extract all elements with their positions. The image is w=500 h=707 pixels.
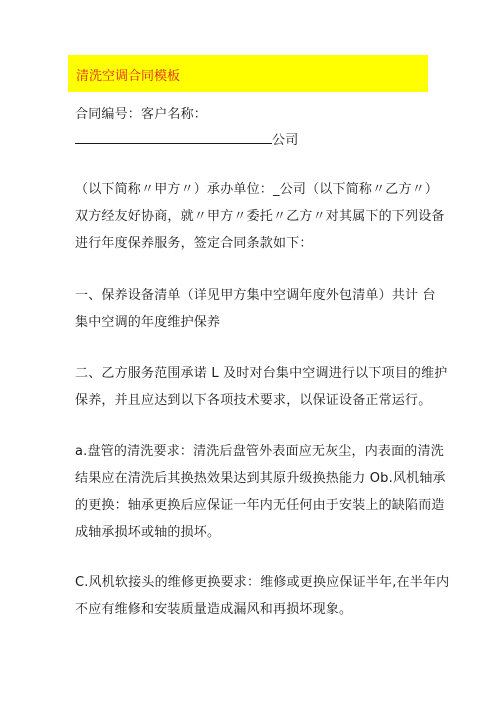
- paragraph-line: 进行年度保养服务，签定合同条款如下：: [75, 236, 313, 251]
- paragraph-line: （以下简称〃甲方〃）承办单位：_公司（以下简称〃乙方〃）: [75, 182, 439, 197]
- item-a-line: 成轴承损坏或轴的损坏。: [75, 525, 221, 540]
- item-c-line: C.风机软接头的维修更换要求：维修或更换应保证半年,在半年内: [75, 575, 450, 590]
- company-line: [75, 131, 298, 149]
- document-title: 清洗空调合同模板: [76, 69, 181, 84]
- blank-field-underline: [75, 131, 272, 144]
- paragraph-line: 双方经友好协商，就〃甲方〃委托〃乙方〃对其属下的下列设备: [75, 209, 445, 224]
- section-two-line: 保养，并且应达到以下各项技术要求，以保证设备正常运行。: [75, 393, 432, 408]
- item-a-line: 的更换：轴承更换后应保证一年内无任何由于安装上的缺陷而造: [75, 498, 445, 513]
- item-a-line: 结果应在清洗后其换热效果达到其原升级换热能力 Ob.风机轴承: [75, 471, 446, 486]
- section-two-line: 二、乙方服务范围承诺 L 及时对台集中空调进行以下项目的维护: [75, 366, 448, 381]
- item-a-line: a.盘管的清洗要求：清洗后盘管外表面应无灰尘，内表面的清洗: [75, 444, 444, 459]
- contract-number-line: 合同编号：客户名称：: [75, 107, 208, 122]
- company-suffix: 公司: [272, 133, 299, 148]
- item-c-line: 不应有维修和安装质量造成漏风和再损坏现象。: [75, 602, 353, 617]
- section-one-line: 集中空调的年度维护保养: [75, 315, 221, 330]
- title-highlight: [68, 55, 428, 92]
- section-one-line: 一、保养设备清单（详见甲方集中空调年度外包清单）共计 台: [75, 288, 436, 303]
